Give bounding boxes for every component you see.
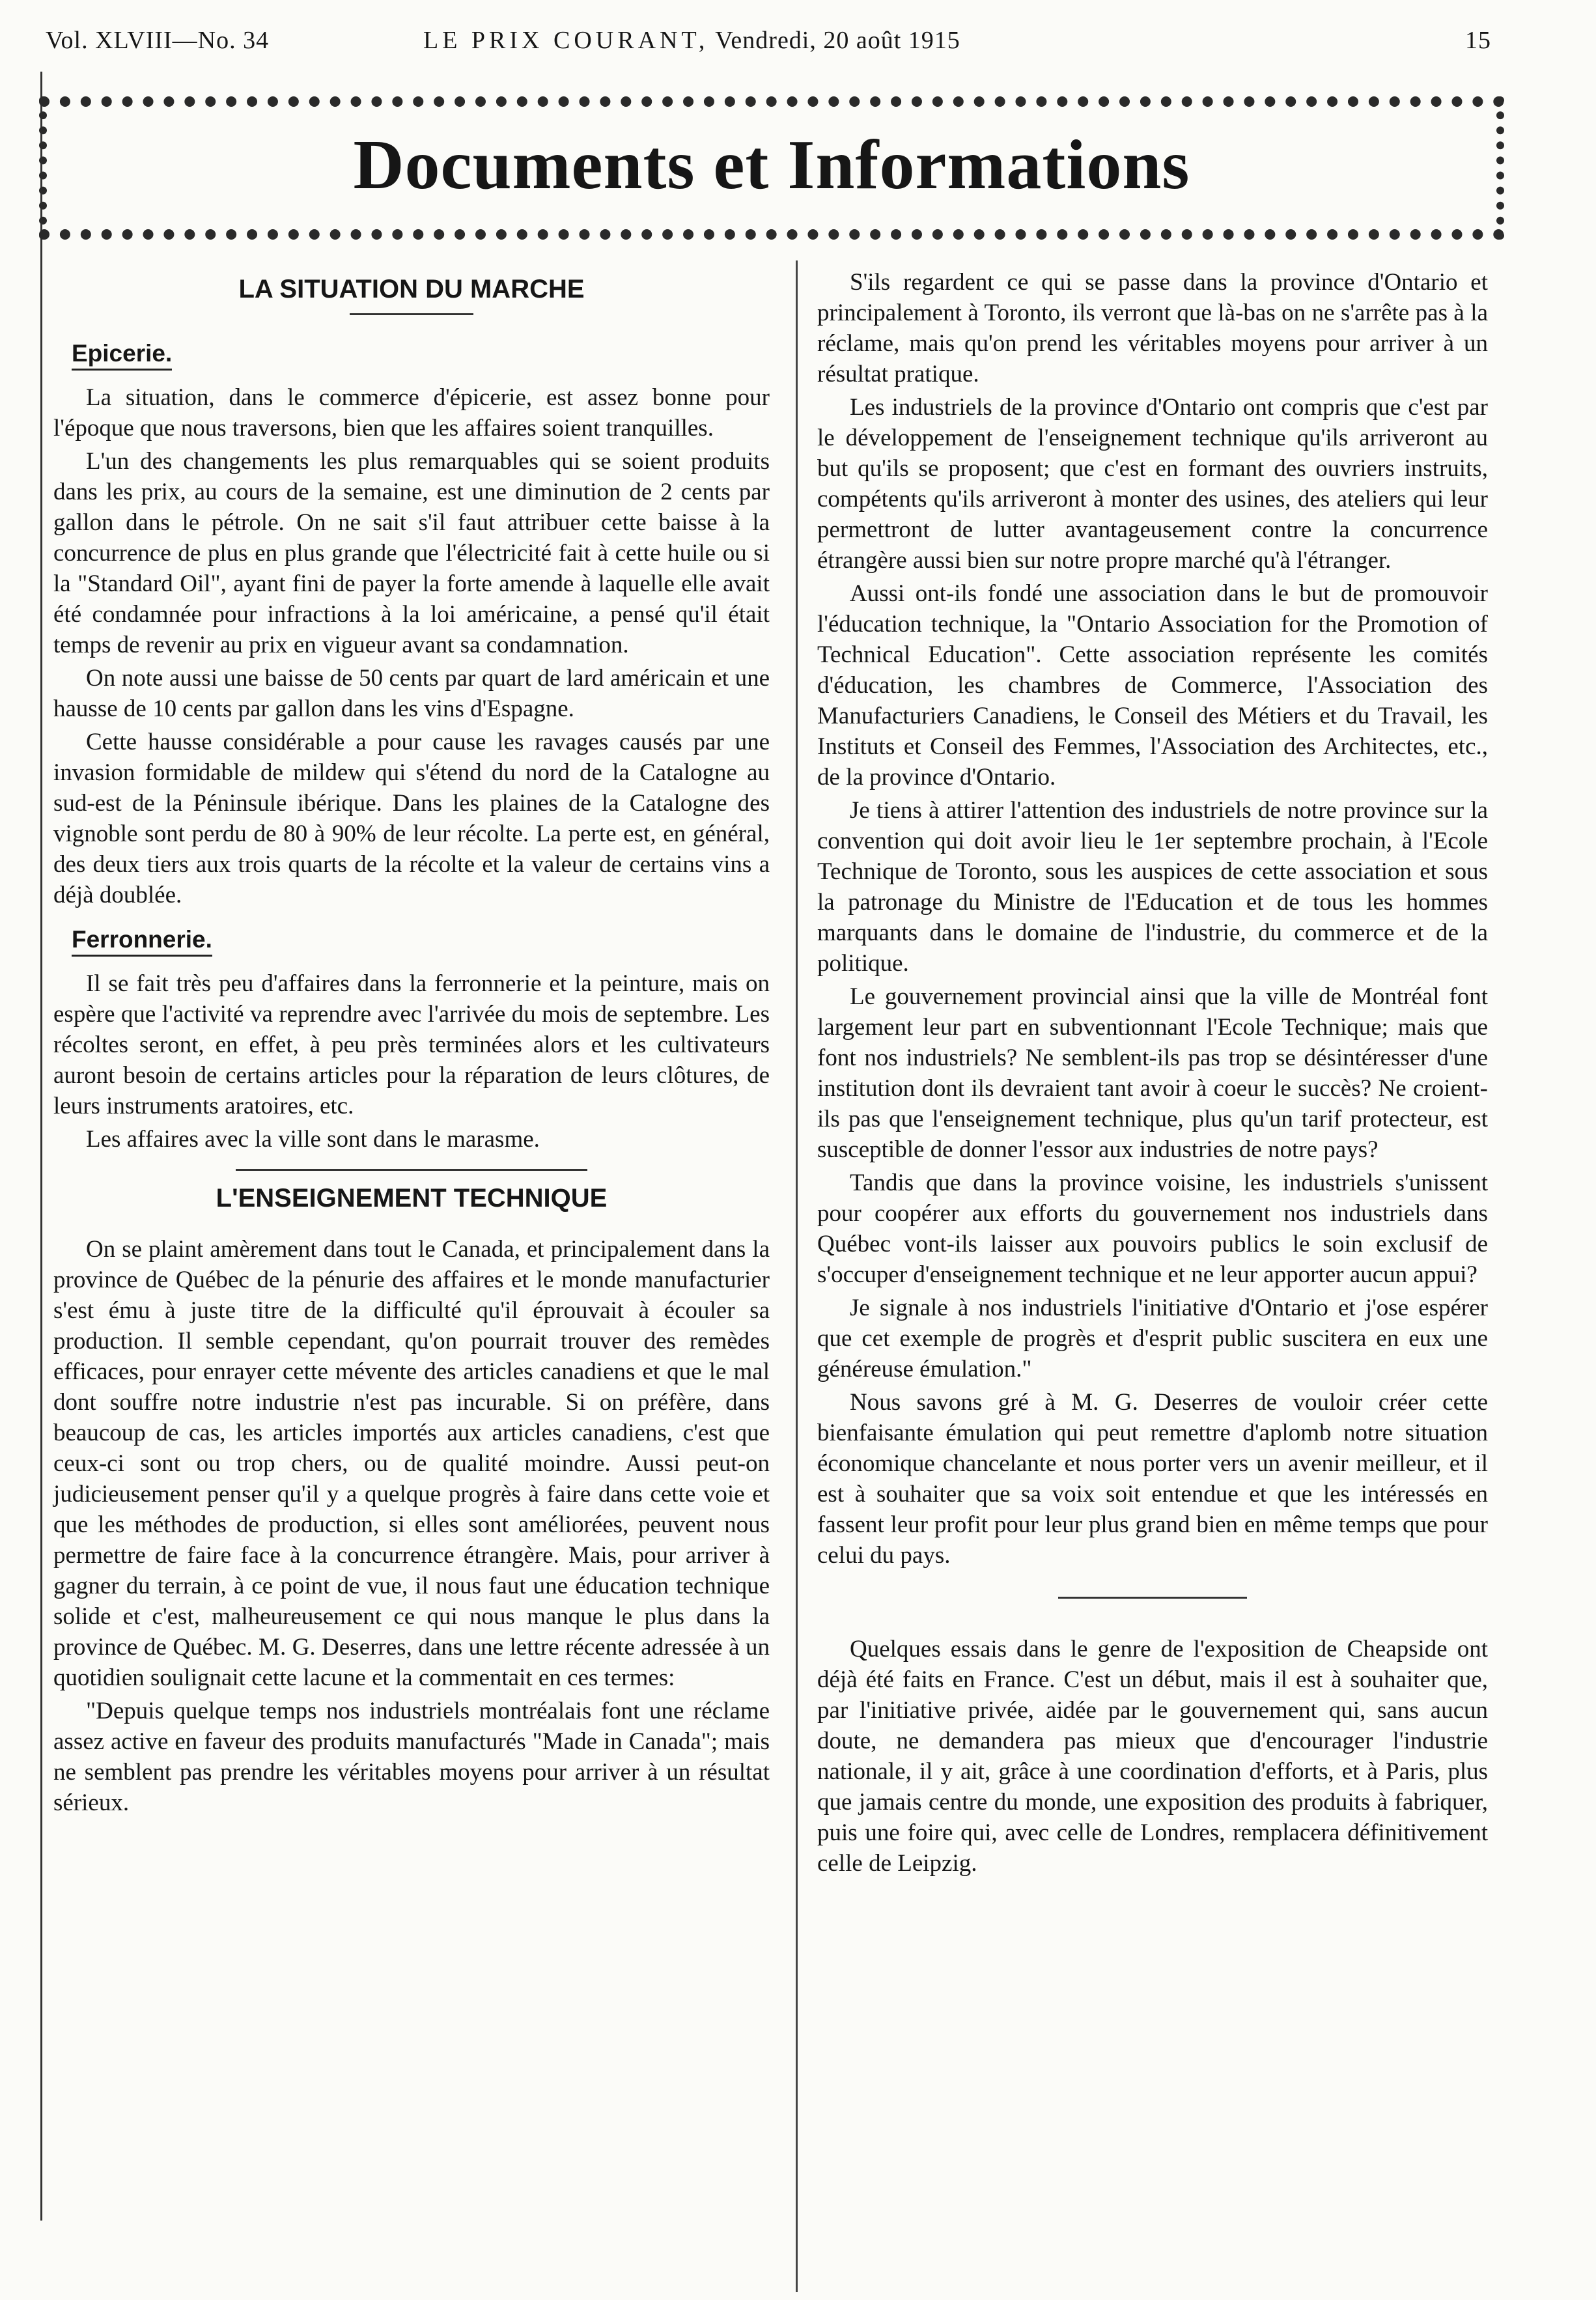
- technical-paragraph: Les industriels de la province d'Ontario ont compris que c'est par le développement de l'enseignement technique qu'ils arriveront au but qu'ils se proposent; que c'est en formant des ouvriers instruits, compétents qu'ils arriveront à monter des usines, des ateliers qui leur permettront de lutter avantageusement contre la concurrence étrangère aussi bien sur notre propre marché qu'à l'étranger.: [817, 394, 1488, 574]
- technical-paragraph: "Depuis quelque temps nos industriels montréalais font une réclame assez active en faveur des produits manufacturés "Made in Canada"; mais ne semblent pas prendre les véritables moyens pour arriver à un résultat sérieux.: [53, 1698, 770, 1816]
- technical-paragraph: Tandis que dans la province voisine, les industriels s'unissent pour coopérer aux efforts du gouvernement nos industriels dans Québec vont-ils laisser aux pouvoirs publics le soin exclusif de s'occuper d'enseignement technique et ne leur apporter aucun appui?: [817, 1170, 1488, 1288]
- grocery-paragraph: L'un des changements les plus remarquables qui se soient produits dans les prix, au cours de la semaine, est une diminution de 2 cents par gallon dans le pétrole. On ne sait s'il faut attribuer cette baisse à la concurrence de plus en plus grande que l'électricité fait à cette huile ou si la "Standard Oil", ayant fini de payer la forte amende à laquelle elle avait été condamnée pour infractions à la loi américaine, a pensé qu'il était temps de revenir au prix en vigueur avant sa condamnation.: [53, 448, 770, 658]
- market-title: LA SITUATION DU MARCHE: [238, 275, 585, 303]
- technical-title: L'ENSEIGNEMENT TECHNIQUE: [216, 1184, 608, 1213]
- volume-number: Vol. XLVIII—No. 34: [46, 27, 270, 54]
- left-margin-rule: [40, 72, 42, 2221]
- left-column: [53, 267, 770, 1821]
- paper-name: LE PRIX COURANT,: [423, 27, 709, 54]
- section-rule: [1058, 1597, 1247, 1599]
- page-number: 15: [1465, 27, 1491, 54]
- hardware-heading: Ferronnerie.: [72, 926, 212, 957]
- column-divider: [796, 260, 798, 2292]
- grocery-heading: Epicerie.: [72, 340, 172, 371]
- technical-paragraph: Nous savons gré à M. G. Deserres de vouloir créer cette bienfaisante émulation qui peut remettre d'aplomb notre situation économique chancelante et nous porter vers un avenir meilleur, et il est à souhaiter que sa voix soit entendue et que les intéressés en fassent leur profit pour leur plus grand bien en même temps que pour celui du pays.: [817, 1389, 1488, 1569]
- technical-paragraph: Aussi ont-ils fondé une association dans le but de promouvoir l'éducation technique, la "Ontario Association for the Promotion of Technical Education". Cette association représente les comités d'éducation, les chambres de Commerce, l'Association des Manufacturiers Canadiens, le Conseil des Métiers et du Travail, les Instituts et Conseil des Femmes, l'Association des Architectes, etc., de la province d'Ontario.: [817, 580, 1488, 791]
- masthead-line: [423, 26, 960, 55]
- technical-paragraph: Je signale à nos industriels l'initiative d'Ontario et j'ose espérer que cet exemple de progrès et d'esprit public suscitera en eux une généreuse émulation.": [817, 1295, 1488, 1382]
- technical-paragraph: S'ils regardent ce qui se passe dans la province d'Ontario et principalement à Toronto, ils verront que là-bas on ne s'arrête pas à la réclame, mais qu'on prend les véritables moyens pour arriver à un résultat pratique.: [817, 269, 1488, 387]
- title-rule: [350, 313, 473, 315]
- technical-paragraph: Le gouvernement provincial ainsi que la ville de Montréal font largement leur part en subventionnant l'Ecole Technique; mais que font nos industriels? Ne semblent-ils pas trop se désintéresser d'une institution dont ils devraient tant avoir à coeur le succès? Ne croient-ils pas que l'enseignement technique, plus qu'un tarif protecteur, est susceptible de donner l'essor aux industries de notre pays?: [817, 983, 1488, 1163]
- hardware-paragraph: Les affaires avec la ville sont dans le marasme.: [86, 1126, 540, 1153]
- grocery-paragraph: Cette hausse considérable a pour cause les ravages causés par une invasion formidable de mildew qui s'étend du nord de la Catalogne au sud-est de la Péninsule ibérique. Dans les plaines de la Catalogne des vignoble sont perdu de 80 à 90% de leur récolte. La perte est, en général, des deux tiers aux trois quarts de la récolte et la valeur de certains vins a déjà doublée.: [53, 729, 770, 908]
- banner-title: Documents et Informations: [353, 126, 1190, 204]
- technical-paragraph: On se plaint amèrement dans tout le Canada, et principalement dans la province de Québec de la pénurie des affaires et le monde manufacturier s'est ému à juste titre de la difficulté qu'il éprouvait à écouler sa production. Il semble cependant, qu'on pourrait trouver des remèdes efficaces, pour enrayer cette mévente des articles canadiens et que le mal dont souffre notre industrie n'est pas incurable. Si on préfère, dans beaucoup de cas, les articles importés aux articles canadiens, c'est que ceux-ci sont ou trop chers, ou de qualité moindre. Aussi peut-on judicieusement penser qu'il y a quelque progrès à faire dans cette voie et que les méthodes de production, si elles sont améliorées, peuvent nous permettre de faire face à la concurrence étrangère. Mais, pour arriver à gagner du terrain, à ce point de vue, il nous faut une éducation technique solide et c'est, malheureusement ce qui nous manque le plus dans la province de Québec. M. G. Deserres, dans une lettre récente adressée à un quotidien soulignait cette lacune et la commentait en ces termes:: [53, 1236, 770, 1691]
- grocery-paragraph: La situation, dans le commerce d'épicerie, est assez bonne pour l'époque que nous traversons, bien que les affaires soient tranquilles.: [53, 384, 770, 442]
- exhibition-paragraph: Quelques essais dans le genre de l'exposition de Cheapside ont déjà été faits en France. C'est un début, mais il est à souhaiter que, par l'initiative privée, aidée par le gouvernement qui, sans aucun doute, ne demandera pas mieux que d'encourager l'industrie nationale, il y ait, grâce à une coordination d'efforts, et à Paris, plus que jamais centre du monde, une exposition des produits à fabriquer, puis une foire qui, avec celle de Londres, remplacera définitivement celle de Leipzig.: [817, 1636, 1488, 1877]
- right-column: [817, 267, 1488, 1881]
- hardware-paragraph: Il se fait très peu d'affaires dans la ferronnerie et la peinture, mais on espère que l'activité va reprendre avec l'arrivée du mois de septembre. Les récoltes seront, en effet, à peu près terminées alors et les cultivateurs auront besoin de certains articles pour la réparation de leurs clôtures, de leurs instruments aratoires, etc.: [53, 970, 770, 1119]
- grocery-paragraph: On note aussi une baisse de 50 cents par quart de lard américain et une hausse de 10 cents par gallon dans les vins d'Espagne.: [53, 665, 770, 722]
- section-banner: [39, 96, 1504, 240]
- technical-paragraph: Je tiens à attirer l'attention des industriels de notre province sur la convention qui doit avoir lieu le 1er septembre prochain, à l'Ecole Technique de Toronto, sous les auspices de cette association et sous la patronage du Ministre de l'Education et de tous les hommes marquants dans le domaine de l'industrie, du commerce et de la politique.: [817, 797, 1488, 977]
- issue-date: Vendredi, 20 août 1915: [715, 27, 960, 54]
- section-rule: [236, 1169, 587, 1171]
- running-head: [39, 26, 1498, 65]
